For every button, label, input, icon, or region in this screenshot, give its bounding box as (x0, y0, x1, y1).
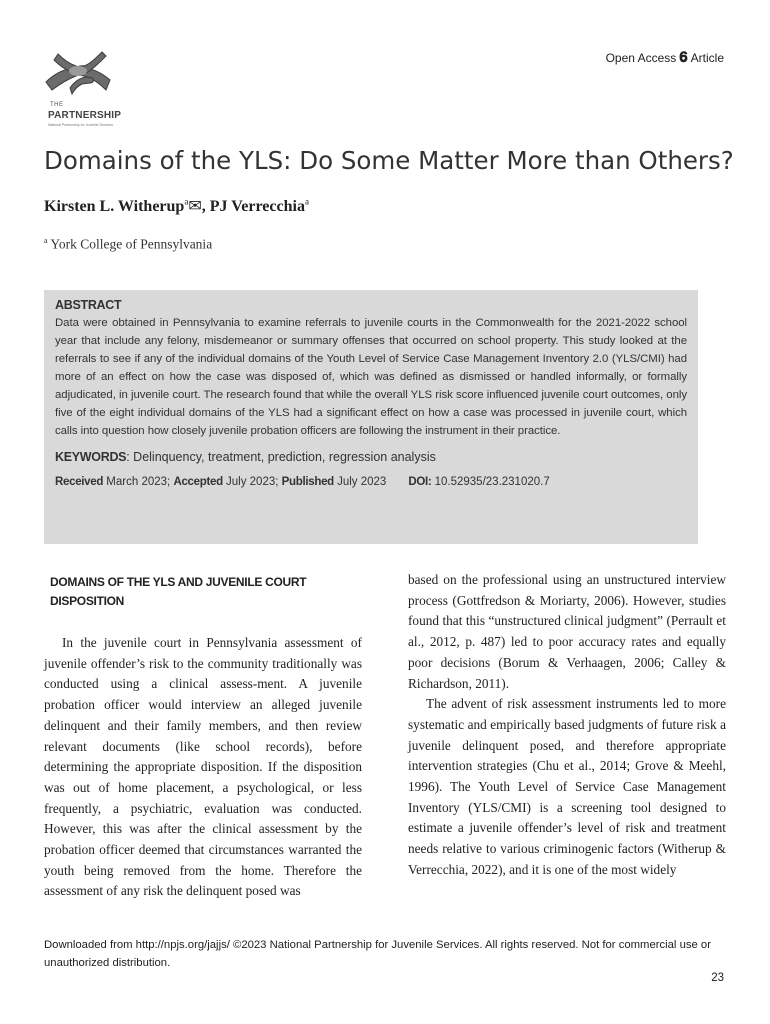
affiliation (44, 236, 212, 253)
page-number: 23 (711, 972, 724, 984)
keywords-text: : Delinquency, treatment, prediction, regression analysis (126, 450, 436, 464)
body-paragraph: In the juvenile court in Pennsylvania assessment of juvenile offender’s risk to the community traditionally was conducted using a clinical assess-ment. A juvenile probation officer would interview an alleged juvenile delinquent and their family members, and then review relevant documents (like school records), before determining the appropriate disposition. If the disposition was out of home placement, a psychological, or less frequently, a psychiatric, evaluation was conducted. However, this was after the clinical assessment by the probation officer deemed that circumstances warranted the youth being removed from the home. Therefore the assessment of any risk the delinquent posed was (44, 635, 362, 899)
author-separator: , (201, 198, 210, 215)
joined-hands-icon (40, 44, 118, 102)
accepted-label: Accepted (173, 476, 223, 488)
body-paragraph: based on the professional using an unstructured interview process (Gottfredson & Moriarty, 2006). However, studies found that this “unstructured clinical judgment” (Perrault et al., 2012, p. 487) led to poor accuracy rates and equally poor decisions (Borum & Verhaagen, 2006; Calley & Richardson, 2011). (408, 572, 726, 691)
affiliation-marker: a (304, 196, 309, 207)
keywords-line (55, 450, 687, 464)
received-label: Received (55, 476, 104, 488)
logo-wordmark: PARTNERSHIP (48, 110, 122, 121)
publication-dates (55, 476, 687, 488)
article-label: Article (690, 50, 724, 65)
author-name: Kirsten L. Witherup (44, 198, 185, 215)
affiliation-marker: a (44, 236, 48, 245)
published-date: July 2023 (333, 476, 387, 488)
email-icon[interactable]: ✉ (188, 198, 202, 215)
doi[interactable] (408, 476, 549, 488)
abstract-box (44, 290, 698, 544)
open-access-lock-icon: 𝟔 (679, 49, 688, 66)
affiliation-marker: a (184, 196, 189, 207)
author-name: PJ Verrecchia (209, 198, 305, 215)
right-column (408, 570, 726, 881)
doi-value: 10.52935/23.231020.7 (431, 476, 550, 488)
dates-line (55, 476, 386, 488)
open-access-label: Open Access (605, 50, 677, 65)
doi-label: DOI: (408, 476, 432, 488)
partnership-logo (40, 44, 122, 134)
keywords-label: KEYWORDS (55, 450, 127, 464)
abstract-heading: ABSTRACT (55, 298, 122, 312)
left-column (44, 570, 362, 902)
paper-title: Domains of the YLS: Do Some Matter More than Others? (44, 146, 734, 175)
section-heading: DOMAINS OF THE YLS AND JUVENILE COURT DISPOSITION (50, 575, 307, 608)
received-date: March 2023; (103, 476, 174, 488)
abstract-text: Data were obtained in Pennsylvania to examine referrals to juvenile courts in the Commonwealth for the 2021-2022 school year that include any felony, misdemeanor or summary offenses that occurred on school property. This study looked at the referrals to see if any of the individual domains of the Youth Level of Service Case Management Inventory 2.0 (YLS/CMI) had more of an effect on how the case was disposed of, which was defined as dismissed or handled informally, or formally adjudicated, in juvenile court. The research found that while the overall YLS risk score influenced juvenile court outcomes, only five of the eight individual domains of the YLS had a significant effect on how a case was processed in juvenile court, which calls into question how closely juvenile probation officers are following the instrument in their practice. (55, 317, 687, 437)
author-list (44, 196, 309, 216)
logo-tagline: National Partnership for Juvenile Services (48, 123, 113, 127)
body-paragraph: The advent of risk assessment instruments led to more systematic and empirically based judgments of future risk a juvenile delinquent posed, and therefore appropriate intervention strategies (Chu et al., 2014; Grove & Meehl, 1996). The Youth Level of Service Case Management Inventory (YLS/CMI) is a screening tool designed to estimate a juvenile offender’s level of risk and treatment needs relative to various criminogenic factors (Witherup & Verrecchia, 2022), and it is one of the most widely (408, 696, 726, 877)
open-access-badge (606, 50, 724, 65)
accepted-date: July 2023; (222, 476, 282, 488)
published-label: Published (281, 476, 334, 488)
affiliation-text: York College of Pennsylvania (47, 236, 213, 252)
download-notice: Downloaded from http://npjs.org/jajjs/ ©2023 National Partnership for Juvenile Services. All rights reserved. Not for commercial use or unauthorized distribution. (44, 939, 711, 969)
logo-the-text: THE (50, 102, 64, 108)
